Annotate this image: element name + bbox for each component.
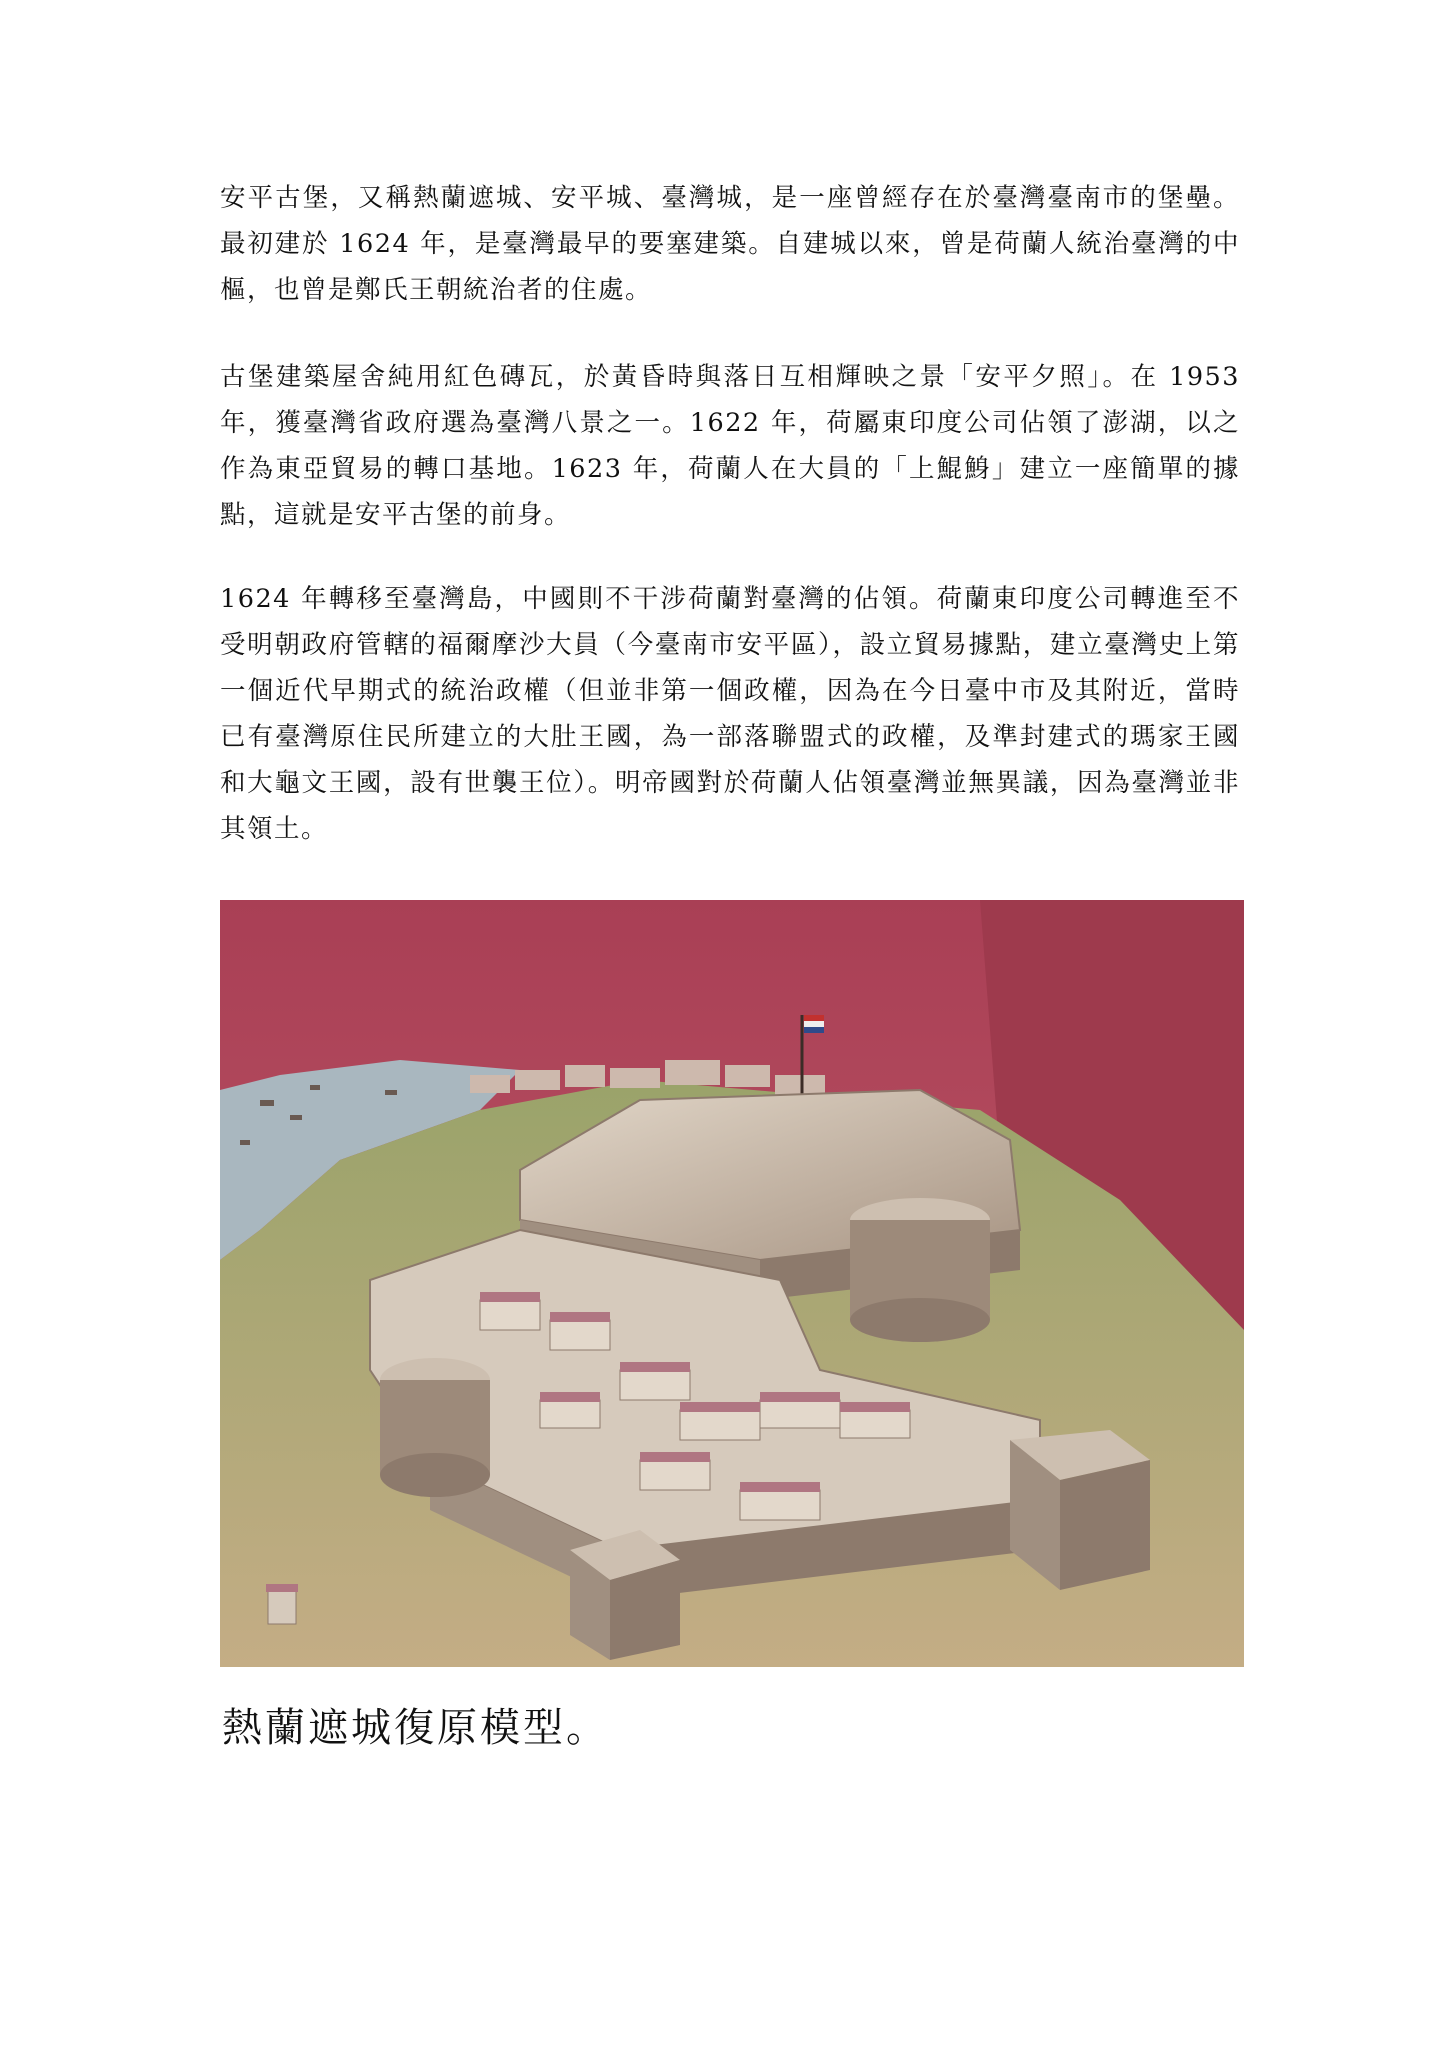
figure-caption: 熱蘭遮城復原模型。 xyxy=(222,1705,609,1751)
flag xyxy=(804,1015,824,1033)
fort-model-photo xyxy=(220,900,1244,1667)
paragraph-2: 古堡建築屋舍純用紅色磚瓦，於黃昏時與落日互相輝映之景「安平夕照」。在 1953 年，獲臺灣省政府選為臺灣八景之一。1622 年，荷屬東印度公司佔領了澎湖，以之作為東亞貿易的轉口基地。1623 年，荷蘭人在大員的「上鯤鯓」建立一座簡單的據點，這就是安平古堡的前身。 xyxy=(220,362,1240,530)
paragraph-1: 安平古堡，又稱熱蘭遮城、安平城、臺灣城，是一座曾經存在於臺灣臺南市的堡壘。最初建於 1624 年，是臺灣最早的要塞建築。自建城以來，曾是荷蘭人統治臺灣的中樞，也曾是鄭氏王朝統治者的住處。 xyxy=(220,183,1240,305)
paragraph-3: 1624 年轉移至臺灣島，中國則不干涉荷蘭對臺灣的佔領。荷蘭東印度公司轉進至不受明朝政府管轄的福爾摩沙大員（今臺南市安平區），設立貿易據點，建立臺灣史上第一個近代早期式的統治政權（但並非第一個政權，因為在今日臺中市及其附近，當時已有臺灣原住民所建立的大肚王國，為一部落聯盟式的政權，及準封建式的瑪家王國和大龜文王國，設有世襲王位）。明帝國對於荷蘭人佔領臺灣並無異議，因為臺灣並非其領土。 xyxy=(220,584,1240,844)
